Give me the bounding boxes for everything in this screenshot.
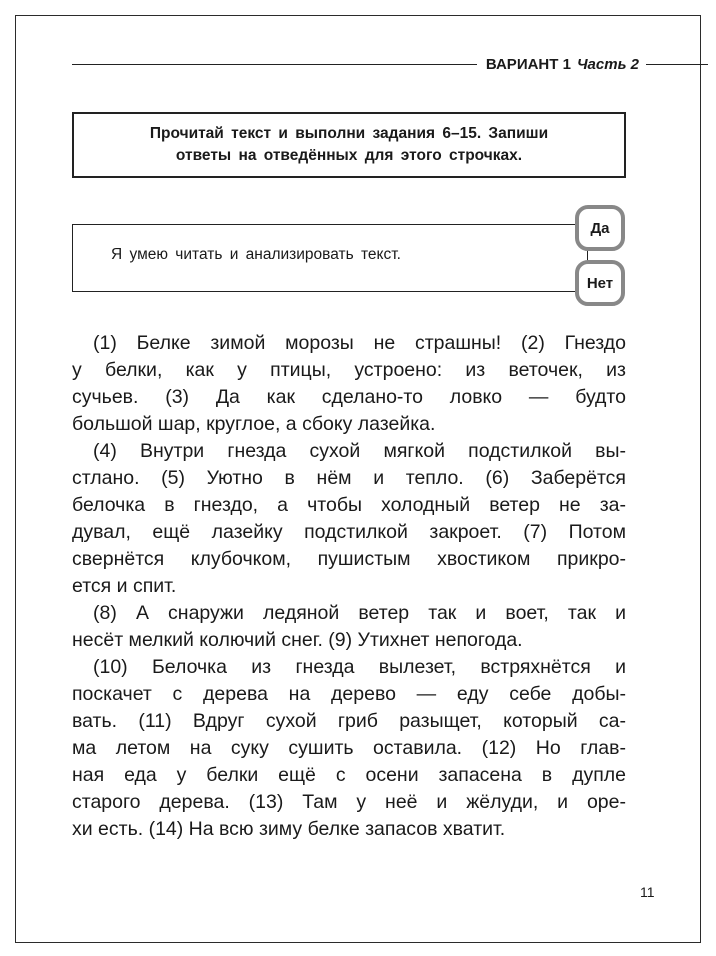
story-line: хи есть. (14) На всю зиму белке запасов хватит. [72, 818, 506, 840]
story-line: (8) А снаружи ледяной ветер так и воет, так и [93, 602, 626, 624]
instruction-text [150, 123, 548, 167]
self-check-statement: Я умею читать и анализировать текст. [111, 246, 401, 263]
instruction-line: Прочитай текст и выполни задания 6–15. Запиши [149, 125, 549, 142]
story-line: (4) Внутри гнезда сухой мягкой подстилкой вы- [93, 440, 626, 462]
header-rule-left [72, 64, 477, 65]
no-label: Нет [586, 274, 614, 292]
story-line: дувал, ещё лазейку подстилкой закроет. (7) Потом [72, 521, 626, 543]
part-label: Часть 2 [576, 55, 639, 73]
story-line: (1) Белке зимой морозы не страшны! (2) Гнездо [93, 332, 626, 354]
story-line: поскачет с дерева на дерево — еду себе добы- [72, 683, 626, 705]
story-line: ная еда у белки ещё с осени запасена в дупле [72, 764, 626, 786]
header-title [477, 56, 646, 73]
instruction-line: ответы на отведённых для этого строчках. [175, 147, 523, 164]
story-line: старого дерева. (13) Там у неё и жёлуди, и оре- [72, 791, 626, 813]
page-number: 11 [640, 884, 655, 900]
instruction-box [72, 112, 626, 178]
story-line: свернётся клубочком, пушистым хвостиком прикро- [72, 548, 626, 570]
story-text [72, 330, 626, 843]
story-line: вать. (11) Вдруг сухой гриб разыщет, который са- [72, 710, 626, 732]
story-line: (10) Белочка из гнезда вылезет, встряхнётся и [93, 656, 626, 678]
yes-label: Да [590, 219, 610, 237]
page-header [72, 52, 708, 76]
story-line: несёт мелкий колючий снег. (9) Утихнет непогода. [72, 629, 523, 651]
yes-button[interactable] [575, 205, 625, 251]
story-line: стлано. (5) Уютно в нём и тепло. (6) Заберётся [72, 467, 626, 489]
no-button[interactable] [575, 260, 625, 306]
story-line: сучьев. (3) Да как сделано-то ловко — будто [72, 386, 626, 408]
story-line: у белки, как у птицы, устроено: из веточек, из [72, 359, 626, 381]
variant-label: ВАРИАНТ 1 [485, 55, 571, 73]
story-line: большой шар, круглое, а сбоку лазейка. [72, 413, 436, 435]
header-rule-right [646, 64, 708, 65]
story-line: белочка в гнездо, а чтобы холодный ветер не за- [72, 494, 626, 516]
story-line: ется и спит. [72, 575, 177, 597]
self-check-box [72, 224, 588, 292]
story-line: ма летом на суку сушить оставила. (12) Но глав- [72, 737, 626, 759]
